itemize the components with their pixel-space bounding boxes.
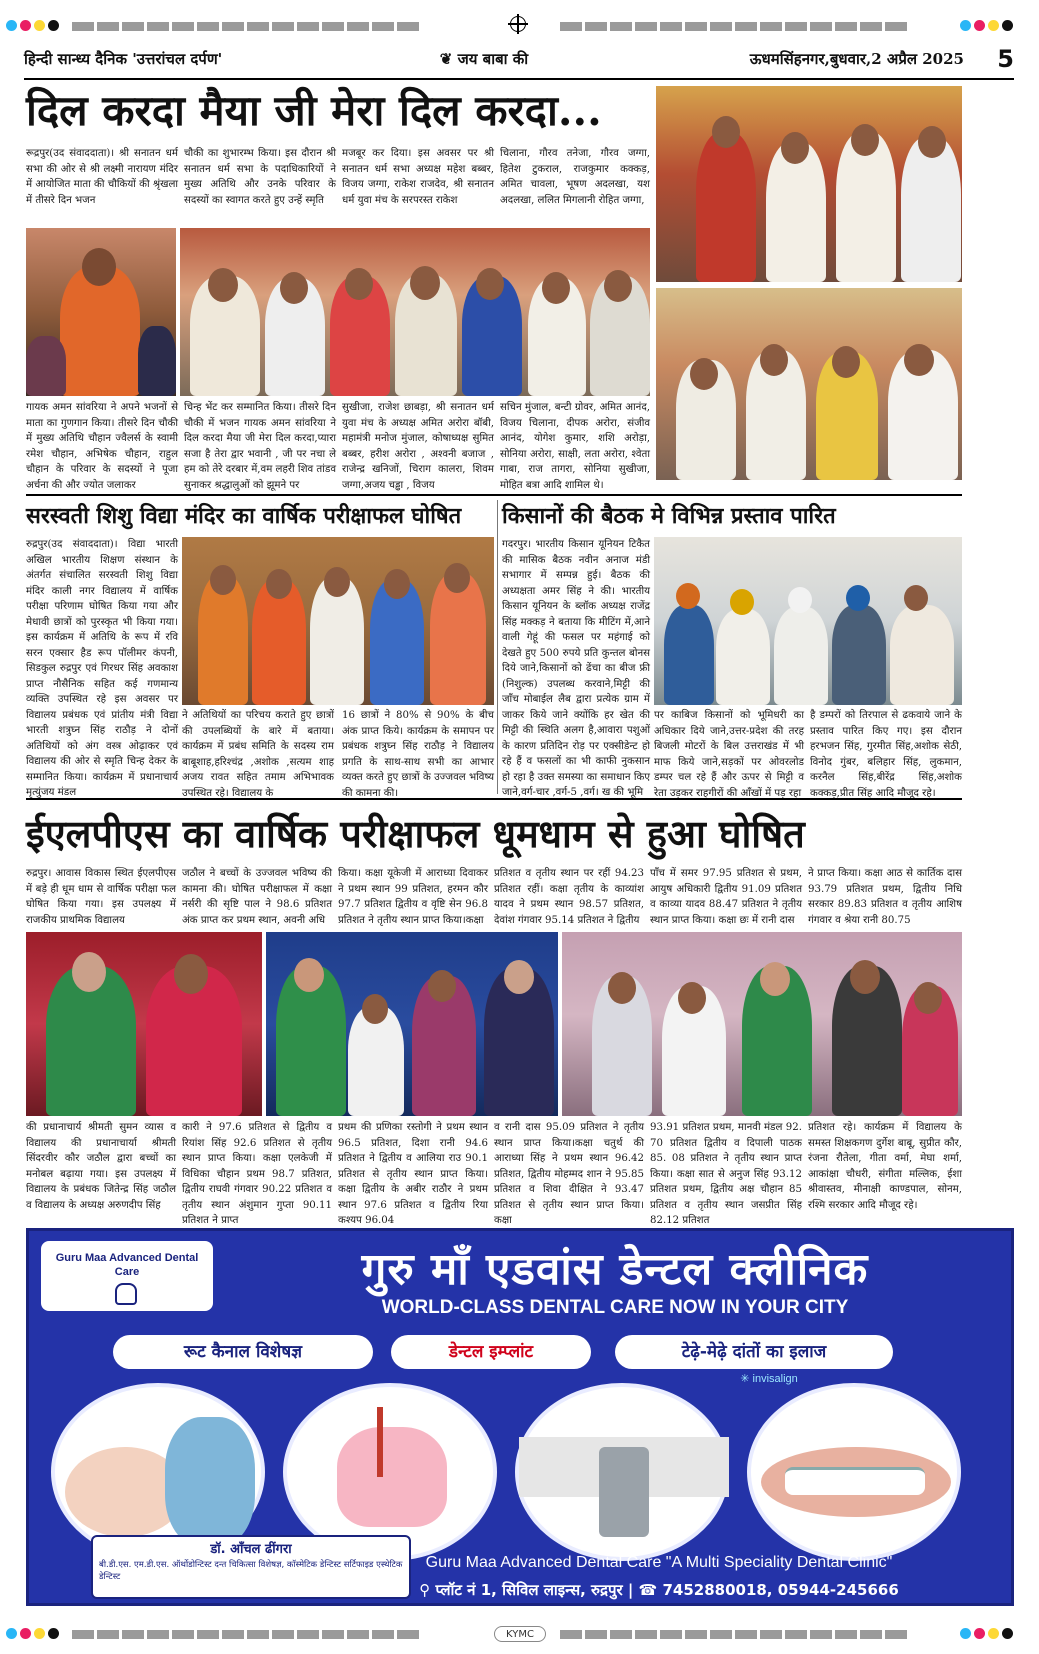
photo-dignitaries-group <box>180 228 650 396</box>
clinic-title: गुरु माँ एडवांस डेन्टल क्लीनिक <box>361 1244 869 1295</box>
story1-col2-top: चौकी का शुभारम्भ किया। इस दौरान श्री सनातन धर्म सभा के पदाधिकारियों ने मुख्य अतिथि और उनके परिवार के सदस्यों का स्वागत करते हुए उन्हें स्मृति <box>184 148 336 206</box>
location-pin-icon: ⚲ <box>419 1581 436 1599</box>
photo-elps-student-award <box>266 932 558 1116</box>
paper-name: हिन्दी सान्ध्य दैनिक 'उत्तरांचल दर्पण' <box>24 50 223 68</box>
story4-top-col4: प्रतिशत व तृतीय स्थान पर रहीं 94.23 प्रतिशत रहीं। कक्षा तृतीय के काव्यांश यादव ने प्रथम स्थान 98.57 प्रतिशत, देवांश गंगवार 95.14 प्रतिशत ने द्वितीय <box>494 868 644 926</box>
story1-col1-bottom: गायक अमन सांवरिया ने अपने भजनों से माता का गुणगान किया। तीसरे दिन चौकी में मुख्य अतिथि चौहान ज्वैलर्स के स्वामी रमेश चौहान, अभिषेक चौहान, राहुल चौहान के परिवार के सदस्यों ने पूजा अर्चना की और ज्योत जलाकर <box>26 402 178 491</box>
footer-dots-left <box>6 1628 59 1639</box>
service-root-canal: रूट कैनाल विशेषज्ञ <box>113 1335 373 1369</box>
doctor-name: डॉ. आँचल ढींगरा <box>210 1542 292 1557</box>
clinic-logo-text: Guru Maa Advanced Dental Care <box>55 1252 199 1278</box>
photo-elps-trophy <box>562 932 962 1116</box>
story1-col4-top: चिलाना, गौरव तनेजा, गौरव जग्गा, हितेश टुकराल, राजकुमार कक्कड़, अमित चावला, भूषण अदलखा, यश अदलखा, ललित मिगलानी रोहित जग्गा, <box>500 148 650 206</box>
photo-temple-guests <box>656 86 962 282</box>
clinic-address: ⚲ प्लॉट नं 1, सिविल लाइन्स, रुद्रपुर | ☎ 7452880018, 05944-245666 <box>419 1581 899 1599</box>
story3-headline: किसानों की बैठक मे विभिन्न प्रस्ताव पारित <box>502 503 836 529</box>
story4-bottom-col5: 93.91 प्रतिशत प्रथम, मानवी मंडल 92. 70 प्रतिशत द्वितीय व दिपाली पाठक 85. 08 प्रतिशत ने तृतीय स्थान प्राप्त किया। कक्षा सात से अनुज सिंह 93.12 प्रतिशत प्रथम, द्वितीय अक्ष चौहान 85 प्रतिशत व तृतीय स्थान जसप्रीत सिंह 82.12 प्रतिशत <box>650 1122 802 1226</box>
footer-dots-right <box>960 1628 1013 1639</box>
story1-col2-bottom: चिन्ह भेंट कर सम्मानित किया। तीसरे दिन चौकी में भजन गायक अमन सांवरिया ने दिल करदा मैया जी मेरा दिल करदा,प्यारा सजा है तेरा द्वार भवानी , जी पर नचा ले हम को तेरे दरबार में,वम लहरी शिव तांडव सुनाकर श्रद्धालुओं को झूमने पर <box>184 402 336 491</box>
story4-bottom-col6: प्रतिशत रहे। कार्यक्रम में विद्यालय के समस्त शिक्षकगण दुर्गेश बाबू, सुप्रीत कौर, रंजना रौतेला, गीता वर्मा, मेघा शर्मा, आकांक्षा चौधरी, संगीता मल्लिक, ईशा श्रीवास्तव, मीनाक्षी काण्डपाल, सोनम, रश्मि सरकार आदि मौजूद रहे। <box>808 1122 962 1211</box>
service-teeth-alignment: टेढ़े-मेढ़े दांतों का इलाज <box>615 1335 893 1369</box>
column-divider <box>497 500 498 794</box>
image-braces-smile <box>747 1383 961 1561</box>
tooth-icon <box>115 1283 137 1305</box>
story4-bottom-col4: व रानी दास 95.09 प्रतिशत ने तृतीय स्थान प्राप्त किया।कक्षा चतुर्थ की आराध्या सिंह ने प्रथम स्थान 96.42 प्रतिशत, द्वितीय मोहम्मद शान ने 95.85 प्रतिशत व शिवा दीक्षित ने 93.47 प्रतिशत से तृतीय स्थान प्राप्त किया। कक्षा <box>494 1122 644 1226</box>
service-dental-implant: डेन्टल इम्प्लांट <box>391 1335 591 1369</box>
slogan: ❦ जय बाबा की <box>439 50 529 68</box>
story2-col1: रुद्रपुर(उद संवाददाता)। विद्या भारती अखिल भारतीय शिक्षण संस्थान के अंतर्गत संचालित सरस्वती शिशु विद्या मंदिर काली नगर विद्यालय में वार्षिक परीक्षा परिणाम घोषित किया गया और मेधावी छात्रों को पुरस्कृत भी किया गया। इस कार्यक्रम में अतिथि के रूप में रवि सरन एक्सार हैड रूप पॉलीमर कंपनी, सिडकुल रुद्रपुर एवं गिरधर सिंह अवकाश प्राप्त नौसैनिक सहित कई गणमान्य व्यक्ति उपस्थित रहे इस अवसर पर विद्यालय प्रबंधक एवं प्रांतीय मंत्री विद्या भारती शत्रुघ्न सिंह राठौड़ ने दोनों अतिथियों को अंग वस्त्र ओढ़ाकर एवं विद्यालय की ओर से स्मृति चिन्ह देकर के सम्मानित किया। कार्यक्रम में प्रधानाचार्य मृत्युंजय मंडल <box>26 539 178 798</box>
footer-registration <box>0 1620 1039 1654</box>
color-dots-right <box>960 20 1013 31</box>
story1-col4-bottom: सचिन मुंजाल, बन्टी ग्रोवर, अमित आनंद, विजय चिलाना, दीपक अरोरा, संजीव आनंद, योगेश कुमार, शशि अरोड़ा, सोनिया अरोरा, साक्षी, लता अरोरा, श्वेता गाबा, राज तागरा, सोनिया सुखीजा, मोहित बत्रा आदि शामिल थे। <box>500 402 650 491</box>
story4-headline: ईएलपीएस का वार्षिक परीक्षाफल धूमधाम से हुआ घोषित <box>26 811 805 856</box>
story4-top-col2: जठौल ने बच्चों के उज्जवल भविष्य की कामना की। घोषित परीक्षाफल में कक्षा नर्सरी की सृष्टि पाल ने 98.6 प्रतिशत अंक प्राप्त कर प्रथम स्थान, अवनी अधि <box>182 868 332 926</box>
sparkle-icon: ✳ <box>740 1373 753 1385</box>
story3-col3: है डम्परों को तिरपाल से ढकवाये जाने के प्रस्ताव पारित किए गए। इस दौरान हरभजन सिंह, गुरमीत सिंह,अशोक सेठी, विनोद गुंबर, बलिहार सिंह, लुकमान, करनैल सिंह,बीरेंद्र सिंह,अशोक कक्कड़,प्रीत सिंह आदि मौजूद रहे। <box>810 710 962 799</box>
image-dental-implant <box>515 1383 729 1561</box>
story1-col3-top: मजबूर कर दिया। इस अवसर पर श्री सनातन धर्म सभा अध्यक्ष महेश बब्बर, विजय जग्गा, राकेश राजदेव, श्री सनातन धर्म युवा मंच के सरपरस्त राकेश <box>342 148 494 206</box>
page-number: 5 <box>997 45 1014 73</box>
story4-top-col5: पाँच में समर 97.95 प्रतिशत से प्रथम, आयुष अधिकारी द्वितीय 91.09 प्रतिशत व काव्या यादव 88.47 प्रतिशत ने तृतीय स्थान प्राप्त किया। कक्षा छः में रानी दास <box>650 868 802 926</box>
dental-clinic-advertisement[interactable] <box>26 1228 1014 1606</box>
story1-col3-bottom: सुखीजा, राजेश छाबड़ा, श्री सनातन धर्म युवा मंच के अध्यक्ष अमित अरोरा बॉबी, महामंत्री मनोज मुंजाल, कोषाध्यक्ष सुमित बब्बर, हरीश अरोरा , अश्वनी बजाज , राजेन्द्र खनिजों, चिराग कालरा, शिवम जग्गा,अजय चड्ढा , विजय <box>342 402 494 491</box>
footer-grey-left <box>72 1630 419 1639</box>
photo-school-awards <box>182 537 494 705</box>
masthead <box>24 44 1014 74</box>
story4-bottom-col1: की प्रधानाचार्य श्रीमती सुमन व्यास व विद्यालय की प्रधानाचार्या श्रीमती सिंदरवीर कौर जठौल द्वारा बच्चों का मनोबल बढ़ाया गया। इस उपलक्ष्य में विद्यालय के प्रबंधक जितेन्द्र सिंह जठौल व विद्यालय के अध्यक्ष अरुणदीप सिंह <box>26 1122 176 1211</box>
clinic-subtitle: WORLD-CLASS DENTAL CARE NOW IN YOUR CITY <box>381 1297 849 1318</box>
masthead-rule <box>24 78 1014 80</box>
story2-col3: 16 छात्रों ने 80% से 90% के बीच अंक प्राप्त किये। कार्यक्रम के समापन पर प्रबंधक शत्रुघ्न सिंह राठौड़ ने विद्यालय प्रगति के साथ-साथ सभी का आभार व्यक्त करते हुए छात्रों के उज्जवल भविष्य की कामना की। <box>342 710 494 799</box>
story4-top-col3: किया। कक्षा यूकेजी में आराध्या दिवाकर ने प्रथम स्थान 99 प्रतिशत, हरमन कौर 97.7 प्रतिशत द्वितीय व वृष्टि सेन 96.8 प्रतिशत ने तृतीय स्थान प्राप्त किया।कक्षा <box>338 868 488 926</box>
story1-headline: दिल करदा मैया जी मेरा दिल करदा... <box>26 86 602 135</box>
section-divider-2 <box>26 798 962 800</box>
color-dots-left <box>6 20 59 31</box>
story4-bottom-col2: कारी ने 97.6 प्रतिशत से द्वितीय व रियांश सिंह 92.6 प्रतिशत से तृतीय स्थान प्राप्त किया। कक्षा एलकेजी में विधिका चौहान प्रथम 98.7 प्रतिशत, द्वितीय राघवी गंगवार 90.22 प्रतिशत व तृतीय स्थान अंशुमान गुप्ता 90.11 प्रतिशत ने प्राप्त <box>182 1122 332 1226</box>
clinic-tagline: Guru Maa Advanced Dental Care "A Multi Speciality Dental Clinic" <box>425 1554 893 1571</box>
section-divider-1 <box>26 494 962 496</box>
photo-elps-principal <box>26 932 262 1116</box>
invisalign-badge: ✳ invisalign <box>740 1373 798 1385</box>
story4-bottom-col3: प्रथम की प्रणिका रस्तोगी ने प्रथम स्थान 96.5 प्रतिशत, दिशा रानी 94.6 प्रतिशत ने द्वितीय व आलिया राउ 90.1 प्रतिशत से तृतीय स्थान प्राप्त किया। कक्षा द्वितीय के अबीर राठौर ने प्रथम स्थान 97.6 प्रतिशत व द्वितीय रिया कश्यप 96.04 <box>338 1122 488 1226</box>
footer-center-mark: KYMC <box>494 1626 546 1642</box>
story1-col1-top: रूद्रपुर(उद संवाददाता)। श्री सनातन धर्म सभा की ओर से श्री लक्ष्मी नारायण मंदिर में आयोजित माता की चौकियों की श्रृंखला में तीसरे दिन भजन <box>26 148 178 206</box>
grey-blocks-right <box>560 22 907 31</box>
doctor-qualification: बी.डी.एस. एम.डी.एस. ऑर्थोडोन्टिस्ट दन्त चिकित्सा विशेषज्ञ, कॉस्मेटिक डेन्टिस्ट सर्टिफाइड एस्थेटिक डेन्टिस्ट <box>99 1560 403 1582</box>
story4-top-col1: रुद्रपुर। आवास विकास स्थित ईएलपीएस में बड़े ही धूम धाम से वार्षिक परीक्षा फल घोषित किया गया। इस उपलक्ष्य में राजकीय प्राथमिक विद्यालय <box>26 868 176 926</box>
crosshair-icon <box>510 16 526 32</box>
ornament-icon: ❦ <box>439 50 458 68</box>
story2-headline: सरस्वती शिशु विद्या मंदिर का वार्षिक परीक्षाफल घोषित <box>26 503 462 529</box>
photo-farmers-meeting <box>654 537 962 705</box>
story2-col2: ने अतिथियों का परिचय कराते हुए छात्रों की उपलब्धियों के बारे में बताया। कार्यक्रम में प्रबंध समिति के सदस्य राम बाबूशाह,हरिश्चंद्र ,अशोक ,सत्यम शाह अजय रावत सहित तमाम अभिभावक उपस्थित रहे। विद्यालय के <box>182 710 334 799</box>
clinic-logo <box>41 1241 213 1311</box>
grey-blocks-left <box>72 22 419 31</box>
story3-col1: गदरपुर। भारतीय किसान यूनियन टिकैत की मासिक बैठक नवीन अनाज मंडी सभागार में सम्पन्न हुई। बैठक की अध्यक्षता अमर सिंह ने की। भारतीय किसान यूनियन के ब्लॉक अध्यक्ष राजेंद्र सिंह मक्कड़ ने बताया कि मीटिंग में,आने वाली गेहूं की फसल पर महंगाई को देखते हुए 500 रुपये प्रति कुन्तल बोनस दिये जाने,किसानों को ढेंचा का बीज फ्री (निशुल्क) उपलब्ध करवाने,मिट्टी की जाँच मोबाईल लैब द्वारा प्रत्येक ग्राम में जाकर किये जाने क्योंकि हर खेत की मिट्टी की स्थिति अलग है,आवारा पशुओं के कारण प्रतिदिन रोड़ पर एक्सीडेन्ट हो रहे हैं व फसलों का भी काफी नुकसान हो रहा है उक्त समस्या का समाधान किए जाने,वर्ग-चार ,वर्ग-5 ,वर्ग। ख की भूमि <box>502 539 650 798</box>
registration-marks <box>0 0 1039 36</box>
story4-top-col6: ने प्राप्त किया। कक्षा आठ से कार्तिक दास 93.79 प्रतिशत प्रथम, द्वितीय निधि सरकार 89.83 प्रतिशत व तृतीय आशिष गंगवार व श्रेया रानी 80.75 <box>808 868 962 926</box>
photo-temple-honour <box>656 288 962 480</box>
dateline: ऊधमसिंहनगर,बुधवार,2 अप्रैल 2025 <box>749 50 964 68</box>
photo-singer <box>26 228 176 396</box>
story3-col2: पर काबिज किसानों को भूमिधरी का अधिकार दिये जाने,उत्तर-प्रदेश की तरह बिजली मोटरों के बिल उत्तराखंड में भी माफ किये जाने,सड़कों पर ओवरलोड डम्पर चल रहे हैं और ऊपर से मिट्टी व रेता उड़कर राहगीरों की आँखों में पड़ रहा <box>654 710 804 799</box>
footer-grey-right <box>560 1630 907 1639</box>
